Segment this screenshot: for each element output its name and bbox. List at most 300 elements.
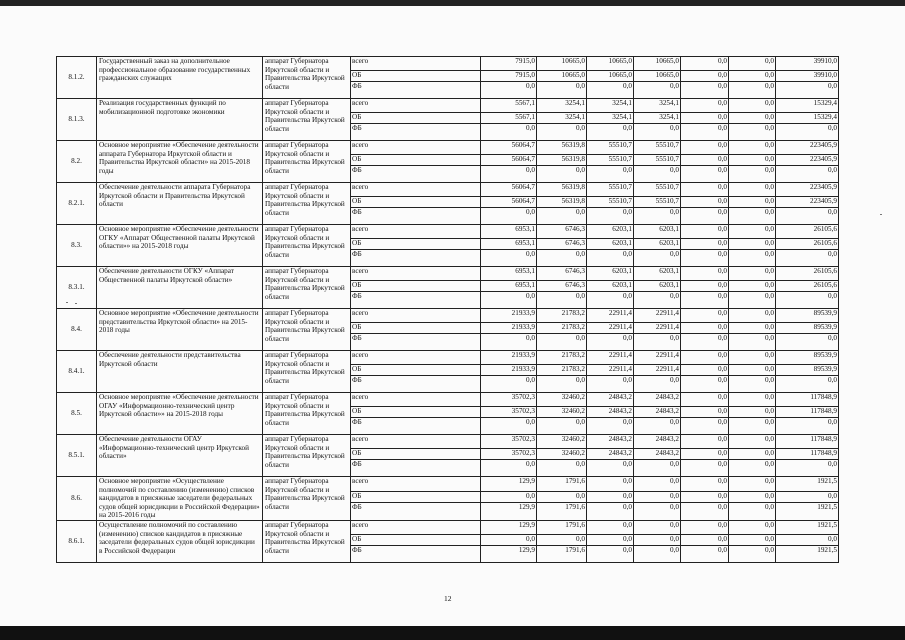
amount-cell: 6203,1 — [634, 281, 681, 292]
amount-cell: 6746,3 — [537, 225, 587, 239]
amount-cell: 5567,1 — [481, 99, 537, 113]
amount-cell: 0,0 — [729, 267, 776, 281]
row-executor: аппарат Губернатора Иркутской области и Правительства Иркутской области — [263, 99, 351, 141]
amount-cell: 22911,4 — [634, 323, 681, 334]
table-row — [57, 99, 839, 113]
funding-source: ОБ — [351, 534, 481, 545]
amount-cell: 0,0 — [681, 477, 729, 492]
amount-cell: 22911,4 — [587, 351, 634, 365]
amount-cell: 0,0 — [729, 435, 776, 449]
row-code: 8.6. — [57, 477, 97, 521]
amount-cell: 24843,2 — [587, 449, 634, 460]
row-name: Основное мероприятие «Обеспечение деятельности представительства Иркутской области» на 2015-2018 годы — [97, 309, 263, 351]
amount-cell: 22911,4 — [634, 309, 681, 323]
amount-cell: 55510,7 — [587, 197, 634, 208]
amount-cell: 0,0 — [481, 82, 537, 99]
row-executor: аппарат Губернатора Иркутской области и Правительства Иркутской области — [263, 183, 351, 225]
amount-cell: 0,0 — [587, 82, 634, 99]
scan-speck — [66, 302, 68, 303]
amount-cell: 0,0 — [729, 208, 776, 225]
row-name: Осуществление полномочий по составлению (изменению) списков кандидатов в присяжные заседатели федеральных судов общей юрисдикции в Российской Федерации — [97, 520, 263, 562]
amount-cell: 56064,7 — [481, 197, 537, 208]
row-executor: аппарат Губернатора Иркутской области и Правительства Иркутской области — [263, 225, 351, 267]
amount-cell: 0,0 — [729, 534, 776, 545]
amount-cell: 0,0 — [776, 376, 839, 393]
row-name: Обеспечение деятельности аппарата Губернатора Иркутской области и Правительства Иркутской области — [97, 183, 263, 225]
row-name: Реализация государственных функций по мобилизационной подготовке экономики — [97, 99, 263, 141]
amount-cell: 0,0 — [681, 155, 729, 166]
amount-cell: 223405,9 — [776, 141, 839, 155]
amount-cell: 0,0 — [481, 334, 537, 351]
amount-cell: 6203,1 — [587, 281, 634, 292]
amount-cell: 0,0 — [681, 124, 729, 141]
amount-cell: 129,9 — [481, 477, 537, 492]
amount-cell: 0,0 — [681, 267, 729, 281]
amount-cell: 24843,2 — [634, 449, 681, 460]
funding-source: ОБ — [351, 449, 481, 460]
amount-cell: 56319,8 — [537, 183, 587, 197]
amount-cell: 0,0 — [634, 208, 681, 225]
funding-source: ОБ — [351, 71, 481, 82]
amount-cell: 1921,5 — [776, 503, 839, 521]
amount-cell: 55510,7 — [634, 197, 681, 208]
funding-source: ОБ — [351, 491, 481, 503]
amount-cell: 0,0 — [587, 491, 634, 503]
table-row — [57, 477, 839, 492]
amount-cell: 5567,1 — [481, 113, 537, 124]
amount-cell: 0,0 — [729, 166, 776, 183]
row-name: Государственный заказ на дополнительное профессиональное образование государственных гражданских служащих — [97, 57, 263, 99]
amount-cell: 6746,3 — [537, 281, 587, 292]
funding-source: всего — [351, 520, 481, 534]
amount-cell: 6953,1 — [481, 281, 537, 292]
amount-cell: 6203,1 — [634, 267, 681, 281]
amount-cell: 1921,5 — [776, 477, 839, 492]
amount-cell: 0,0 — [729, 309, 776, 323]
table-row — [57, 393, 839, 407]
funding-source: всего — [351, 351, 481, 365]
funding-source: всего — [351, 267, 481, 281]
funding-source: ФБ — [351, 418, 481, 435]
amount-cell: 55510,7 — [587, 183, 634, 197]
amount-cell: 21933,9 — [481, 351, 537, 365]
row-name: Основное мероприятие «Обеспечение деятельности ОГКУ «Аппарат Общественной палаты Иркутской области»» на 2015-2018 годы — [97, 225, 263, 267]
amount-cell: 89539,9 — [776, 365, 839, 376]
row-code: 8.4. — [57, 309, 97, 351]
amount-cell: 0,0 — [776, 334, 839, 351]
amount-cell: 0,0 — [729, 334, 776, 351]
funding-source: ОБ — [351, 239, 481, 250]
amount-cell: 0,0 — [729, 141, 776, 155]
amount-cell: 35702,3 — [481, 435, 537, 449]
amount-cell: 6203,1 — [587, 225, 634, 239]
amount-cell: 0,0 — [729, 491, 776, 503]
funding-source: ФБ — [351, 376, 481, 393]
amount-cell: 0,0 — [537, 376, 587, 393]
amount-cell: 0,0 — [537, 491, 587, 503]
amount-cell: 39910,0 — [776, 71, 839, 82]
amount-cell: 21933,9 — [481, 365, 537, 376]
row-executor: аппарат Губернатора Иркутской области и Правительства Иркутской области — [263, 351, 351, 393]
amount-cell: 0,0 — [634, 334, 681, 351]
funding-source: ФБ — [351, 166, 481, 183]
row-executor: аппарат Губернатора Иркутской области и Правительства Иркутской области — [263, 309, 351, 351]
amount-cell: 15329,4 — [776, 113, 839, 124]
amount-cell: 0,0 — [729, 281, 776, 292]
row-code: 8.5. — [57, 393, 97, 435]
amount-cell: 22911,4 — [634, 351, 681, 365]
amount-cell: 6746,3 — [537, 239, 587, 250]
amount-cell: 0,0 — [481, 124, 537, 141]
amount-cell: 10665,0 — [537, 57, 587, 71]
funding-source: всего — [351, 57, 481, 71]
row-name: Основное мероприятие «Обеспечение деятельности ОГАУ «Информационно-технический центр Иркутской области»» на 2015-2018 годы — [97, 393, 263, 435]
amount-cell: 0,0 — [681, 225, 729, 239]
table-row — [57, 309, 839, 323]
amount-cell: 21783,2 — [537, 323, 587, 334]
amount-cell: 1921,5 — [776, 545, 839, 562]
amount-cell: 0,0 — [681, 197, 729, 208]
amount-cell: 0,0 — [681, 141, 729, 155]
amount-cell: 0,0 — [776, 534, 839, 545]
amount-cell: 1791,6 — [537, 477, 587, 492]
amount-cell: 0,0 — [681, 376, 729, 393]
budget-table — [56, 56, 839, 563]
row-name: Обеспечение деятельности ОГКУ «Аппарат Общественной палаты Иркутской области» — [97, 267, 263, 309]
row-code: 8.1.2. — [57, 57, 97, 99]
amount-cell: 0,0 — [537, 250, 587, 267]
funding-source: ОБ — [351, 197, 481, 208]
amount-cell: 0,0 — [537, 82, 587, 99]
amount-cell: 21933,9 — [481, 323, 537, 334]
row-executor: аппарат Губернатора Иркутской области и Правительства Иркутской области — [263, 477, 351, 521]
amount-cell: 6203,1 — [587, 239, 634, 250]
amount-cell: 21933,9 — [481, 309, 537, 323]
amount-cell: 0,0 — [634, 418, 681, 435]
amount-cell: 0,0 — [729, 365, 776, 376]
amount-cell: 0,0 — [587, 545, 634, 562]
funding-source: всего — [351, 477, 481, 492]
amount-cell: 10665,0 — [537, 71, 587, 82]
funding-source: всего — [351, 435, 481, 449]
funding-source: всего — [351, 393, 481, 407]
funding-source: ФБ — [351, 208, 481, 225]
amount-cell: 0,0 — [537, 460, 587, 477]
amount-cell: 56319,8 — [537, 141, 587, 155]
funding-source: ОБ — [351, 155, 481, 166]
row-executor: аппарат Губернатора Иркутской области и Правительства Иркутской области — [263, 520, 351, 562]
amount-cell: 55510,7 — [634, 183, 681, 197]
amount-cell: 129,9 — [481, 545, 537, 562]
scan-speck — [75, 303, 77, 304]
amount-cell: 0,0 — [634, 534, 681, 545]
amount-cell: 0,0 — [776, 82, 839, 99]
funding-source: ОБ — [351, 365, 481, 376]
amount-cell: 0,0 — [681, 534, 729, 545]
amount-cell: 0,0 — [634, 82, 681, 99]
amount-cell: 0,0 — [587, 250, 634, 267]
amount-cell: 6203,1 — [634, 225, 681, 239]
amount-cell: 0,0 — [587, 418, 634, 435]
amount-cell: 0,0 — [634, 477, 681, 492]
amount-cell: 0,0 — [681, 281, 729, 292]
row-name: Основное мероприятие «Осуществление полномочий по составлению (изменению) списков кандидатов в присяжные заседатели федеральных судов общей юрисдикции в Российской Федерации» на 2015-2016 годы — [97, 477, 263, 521]
amount-cell: 117848,9 — [776, 407, 839, 418]
table-row — [57, 57, 839, 71]
amount-cell: 0,0 — [729, 250, 776, 267]
amount-cell: 0,0 — [729, 155, 776, 166]
amount-cell: 56064,7 — [481, 141, 537, 155]
amount-cell: 0,0 — [537, 334, 587, 351]
amount-cell: 0,0 — [681, 460, 729, 477]
amount-cell: 10665,0 — [634, 71, 681, 82]
amount-cell: 0,0 — [681, 435, 729, 449]
row-executor: аппарат Губернатора Иркутской области и Правительства Иркутской области — [263, 393, 351, 435]
amount-cell: 0,0 — [681, 113, 729, 124]
row-code: 8.1.3. — [57, 99, 97, 141]
amount-cell: 0,0 — [587, 460, 634, 477]
funding-source: ФБ — [351, 292, 481, 309]
amount-cell: 0,0 — [681, 292, 729, 309]
funding-source: ФБ — [351, 503, 481, 521]
page-number: 12 — [444, 594, 452, 603]
funding-source: ОБ — [351, 113, 481, 124]
amount-cell: 0,0 — [587, 534, 634, 545]
amount-cell: 0,0 — [481, 166, 537, 183]
amount-cell: 0,0 — [729, 183, 776, 197]
amount-cell: 0,0 — [729, 407, 776, 418]
amount-cell: 0,0 — [634, 460, 681, 477]
amount-cell: 0,0 — [634, 545, 681, 562]
amount-cell: 15329,4 — [776, 99, 839, 113]
amount-cell: 0,0 — [681, 309, 729, 323]
amount-cell: 0,0 — [681, 57, 729, 71]
amount-cell: 21783,2 — [537, 351, 587, 365]
amount-cell: 3254,1 — [587, 113, 634, 124]
amount-cell: 0,0 — [681, 407, 729, 418]
amount-cell: 56064,7 — [481, 183, 537, 197]
amount-cell: 223405,9 — [776, 155, 839, 166]
amount-cell: 24843,2 — [587, 393, 634, 407]
amount-cell: 0,0 — [481, 376, 537, 393]
amount-cell: 1921,5 — [776, 520, 839, 534]
amount-cell: 0,0 — [776, 124, 839, 141]
amount-cell: 0,0 — [776, 250, 839, 267]
funding-source: ОБ — [351, 407, 481, 418]
scan-bottom-edge — [0, 626, 905, 640]
amount-cell: 0,0 — [681, 545, 729, 562]
amount-cell: 3254,1 — [537, 113, 587, 124]
row-code: 8.3.1. — [57, 267, 97, 309]
amount-cell: 89539,9 — [776, 323, 839, 334]
amount-cell: 24843,2 — [587, 407, 634, 418]
funding-source: ОБ — [351, 281, 481, 292]
amount-cell: 0,0 — [481, 208, 537, 225]
amount-cell: 0,0 — [481, 418, 537, 435]
table-row — [57, 141, 839, 155]
amount-cell: 35702,3 — [481, 407, 537, 418]
row-executor: аппарат Губернатора Иркутской области и Правительства Иркутской области — [263, 57, 351, 99]
funding-source: всего — [351, 183, 481, 197]
table-row — [57, 520, 839, 534]
amount-cell: 223405,9 — [776, 183, 839, 197]
amount-cell: 39910,0 — [776, 57, 839, 71]
row-code: 8.3. — [57, 225, 97, 267]
amount-cell: 24843,2 — [634, 407, 681, 418]
amount-cell: 0,0 — [729, 351, 776, 365]
row-code: 8.2. — [57, 141, 97, 183]
amount-cell: 6203,1 — [634, 239, 681, 250]
amount-cell: 3254,1 — [587, 99, 634, 113]
amount-cell: 0,0 — [681, 183, 729, 197]
amount-cell: 0,0 — [729, 393, 776, 407]
amount-cell: 0,0 — [587, 477, 634, 492]
amount-cell: 0,0 — [729, 225, 776, 239]
amount-cell: 0,0 — [634, 250, 681, 267]
amount-cell: 0,0 — [776, 491, 839, 503]
amount-cell: 0,0 — [729, 124, 776, 141]
amount-cell: 7915,0 — [481, 71, 537, 82]
amount-cell: 0,0 — [729, 82, 776, 99]
amount-cell: 0,0 — [681, 449, 729, 460]
amount-cell: 22911,4 — [587, 323, 634, 334]
amount-cell: 0,0 — [681, 208, 729, 225]
amount-cell: 117848,9 — [776, 435, 839, 449]
amount-cell: 3254,1 — [537, 99, 587, 113]
amount-cell: 26105,6 — [776, 281, 839, 292]
amount-cell: 0,0 — [537, 292, 587, 309]
amount-cell: 0,0 — [537, 418, 587, 435]
amount-cell: 56064,7 — [481, 155, 537, 166]
amount-cell: 21783,2 — [537, 365, 587, 376]
amount-cell: 32460,2 — [537, 449, 587, 460]
amount-cell: 0,0 — [729, 376, 776, 393]
amount-cell: 0,0 — [634, 376, 681, 393]
amount-cell: 0,0 — [634, 292, 681, 309]
amount-cell: 0,0 — [729, 323, 776, 334]
amount-cell: 0,0 — [634, 491, 681, 503]
funding-source: ФБ — [351, 460, 481, 477]
amount-cell: 0,0 — [729, 545, 776, 562]
scan-speck — [880, 214, 882, 215]
amount-cell: 0,0 — [681, 323, 729, 334]
amount-cell: 0,0 — [587, 292, 634, 309]
amount-cell: 0,0 — [481, 491, 537, 503]
amount-cell: 1791,6 — [537, 520, 587, 534]
amount-cell: 0,0 — [537, 166, 587, 183]
amount-cell: 0,0 — [587, 334, 634, 351]
row-executor: аппарат Губернатора Иркутской области и Правительства Иркутской области — [263, 141, 351, 183]
amount-cell: 129,9 — [481, 520, 537, 534]
amount-cell: 0,0 — [681, 99, 729, 113]
table-row — [57, 351, 839, 365]
amount-cell: 0,0 — [681, 520, 729, 534]
amount-cell: 0,0 — [537, 208, 587, 225]
amount-cell: 0,0 — [729, 239, 776, 250]
amount-cell: 0,0 — [681, 393, 729, 407]
amount-cell: 26105,6 — [776, 267, 839, 281]
amount-cell: 0,0 — [776, 292, 839, 309]
amount-cell: 32460,2 — [537, 407, 587, 418]
amount-cell: 0,0 — [681, 71, 729, 82]
table-row — [57, 267, 839, 281]
amount-cell: 10665,0 — [587, 57, 634, 71]
amount-cell: 0,0 — [729, 292, 776, 309]
amount-cell: 32460,2 — [537, 393, 587, 407]
amount-cell: 6953,1 — [481, 225, 537, 239]
amount-cell: 24843,2 — [634, 435, 681, 449]
amount-cell: 0,0 — [634, 503, 681, 521]
amount-cell: 117848,9 — [776, 393, 839, 407]
amount-cell: 0,0 — [729, 71, 776, 82]
amount-cell: 0,0 — [729, 197, 776, 208]
amount-cell: 0,0 — [729, 449, 776, 460]
amount-cell: 223405,9 — [776, 197, 839, 208]
amount-cell: 0,0 — [681, 166, 729, 183]
amount-cell: 10665,0 — [587, 71, 634, 82]
amount-cell: 0,0 — [587, 208, 634, 225]
table-row — [57, 183, 839, 197]
amount-cell: 0,0 — [729, 113, 776, 124]
amount-cell: 0,0 — [681, 365, 729, 376]
amount-cell: 89539,9 — [776, 351, 839, 365]
amount-cell: 0,0 — [681, 351, 729, 365]
amount-cell: 0,0 — [681, 503, 729, 521]
amount-cell: 0,0 — [729, 57, 776, 71]
row-name: Обеспечение деятельности представительства Иркутской области — [97, 351, 263, 393]
amount-cell: 0,0 — [537, 534, 587, 545]
amount-cell: 6953,1 — [481, 267, 537, 281]
amount-cell: 55510,7 — [587, 141, 634, 155]
funding-source: ФБ — [351, 124, 481, 141]
row-code: 8.6.1. — [57, 520, 97, 562]
amount-cell: 1791,6 — [537, 503, 587, 521]
amount-cell: 0,0 — [776, 418, 839, 435]
amount-cell: 24843,2 — [634, 393, 681, 407]
amount-cell: 89539,9 — [776, 309, 839, 323]
amount-cell: 6203,1 — [587, 267, 634, 281]
amount-cell: 26105,6 — [776, 225, 839, 239]
amount-cell: 7915,0 — [481, 57, 537, 71]
amount-cell: 0,0 — [587, 124, 634, 141]
amount-cell: 0,0 — [481, 534, 537, 545]
amount-cell: 21783,2 — [537, 309, 587, 323]
amount-cell: 0,0 — [729, 460, 776, 477]
amount-cell: 22911,4 — [587, 309, 634, 323]
amount-cell: 0,0 — [729, 520, 776, 534]
amount-cell: 24843,2 — [587, 435, 634, 449]
amount-cell: 0,0 — [776, 208, 839, 225]
amount-cell: 117848,9 — [776, 449, 839, 460]
amount-cell: 32460,2 — [537, 435, 587, 449]
row-code: 8.2.1. — [57, 183, 97, 225]
amount-cell: 55510,7 — [587, 155, 634, 166]
amount-cell: 0,0 — [634, 124, 681, 141]
table-row — [57, 225, 839, 239]
funding-source: всего — [351, 99, 481, 113]
amount-cell: 0,0 — [681, 491, 729, 503]
amount-cell: 0,0 — [776, 460, 839, 477]
scan-top-edge — [0, 0, 905, 6]
amount-cell: 35702,3 — [481, 393, 537, 407]
amount-cell: 0,0 — [729, 418, 776, 435]
amount-cell: 55510,7 — [634, 155, 681, 166]
funding-source: ОБ — [351, 323, 481, 334]
table-row — [57, 435, 839, 449]
amount-cell: 0,0 — [681, 334, 729, 351]
amount-cell: 0,0 — [537, 124, 587, 141]
row-name: Основное мероприятие «Обеспечение деятельности аппарата Губернатора Иркутской области и Правительства Иркутской области» на 2015-2018 годы — [97, 141, 263, 183]
